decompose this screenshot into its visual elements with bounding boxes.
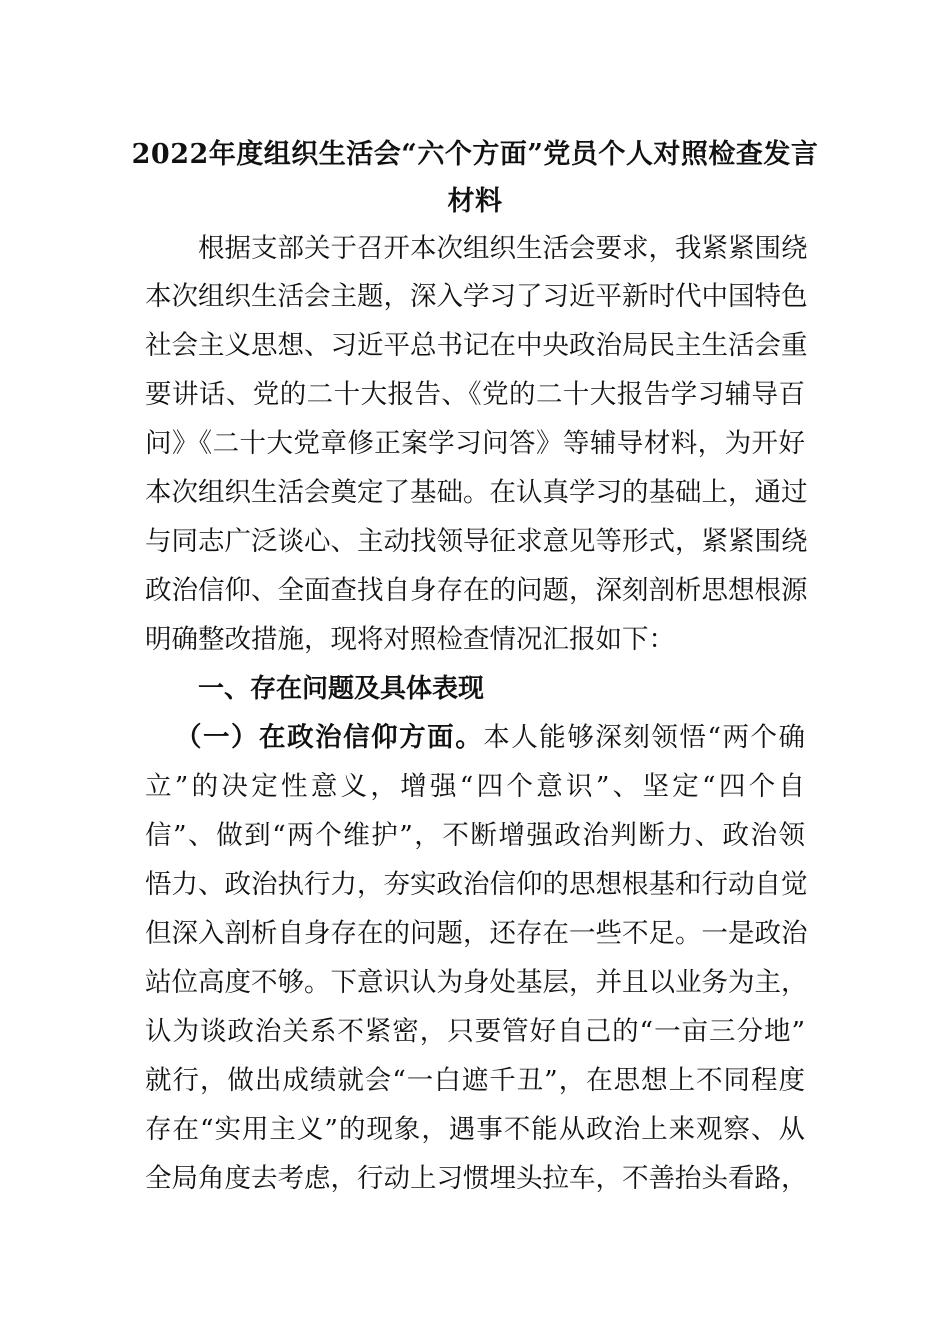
body-line: 但深入剖析自身存在的问题，还存在一些不足。一是政治 bbox=[145, 918, 808, 949]
intro-line: 与同志广泛谈心、主动找领导征求意见等形式，紧紧围绕 bbox=[145, 526, 808, 557]
subsection-heading: （一）在政治信仰方面。 bbox=[175, 722, 484, 753]
body-line: 站位高度不够。下意识认为身处基层，并且以业务为主， bbox=[145, 967, 808, 998]
body-line: 信”、做到“两个维护”，不断增强政治判断力、政治领 bbox=[145, 820, 805, 851]
intro-line: 问》《二十大党章修正案学习问答》等辅导材料，为开好 bbox=[145, 428, 805, 459]
intro-line: 政治信仰、全面查找自身存在的问题，深刻剖析思想根源 bbox=[145, 575, 808, 606]
intro-line: 明确整改措施，现将对照检查情况汇报如下： bbox=[145, 624, 675, 655]
subsection-first-line bbox=[175, 718, 805, 758]
document-title-line-2: 材料 bbox=[447, 186, 503, 217]
intro-line: 要讲话、党的二十大报告、《党的二十大报告学习辅导百 bbox=[145, 379, 805, 410]
intro-line: 社会主义思想、习近平总书记在中央政治局民主生活会重 bbox=[145, 330, 808, 361]
intro-line: 本次组织生活会奠定了基础。在认真学习的基础上，通过 bbox=[145, 477, 808, 508]
body-line: 立”的决定性意义，增强“四个意识”、坚定“四个自 bbox=[145, 771, 805, 802]
document-title-line-1: 2022年度组织生活会“六个方面”党员个人对照检查发言 bbox=[131, 139, 819, 170]
body-line: 就行，做出成绩就会“一白遮千丑”，在思想上不同程度 bbox=[145, 1065, 805, 1096]
body-line: 认为谈政治关系不紧密，只要管好自己的“一亩三分地” bbox=[145, 1016, 805, 1047]
intro-line: 本次组织生活会主题，深入学习了习近平新时代中国特色 bbox=[145, 281, 808, 312]
intro-line: 根据支部关于召开本次组织生活会要求，我紧紧围绕 bbox=[198, 233, 808, 264]
body-line: 全局角度去考虑，行动上习惯埋头拉车，不善抬头看路， bbox=[145, 1163, 808, 1194]
section-heading: 一、存在问题及具体表现 bbox=[198, 674, 485, 704]
subsection-first-line-text: 本人能够深刻领悟“两个确 bbox=[483, 722, 805, 753]
body-line: 存在“实用主义”的现象，遇事不能从政治上来观察、从 bbox=[145, 1114, 805, 1145]
body-line: 悟力、政治执行力，夯实政治信仰的思想根基和行动自觉 bbox=[145, 869, 808, 900]
